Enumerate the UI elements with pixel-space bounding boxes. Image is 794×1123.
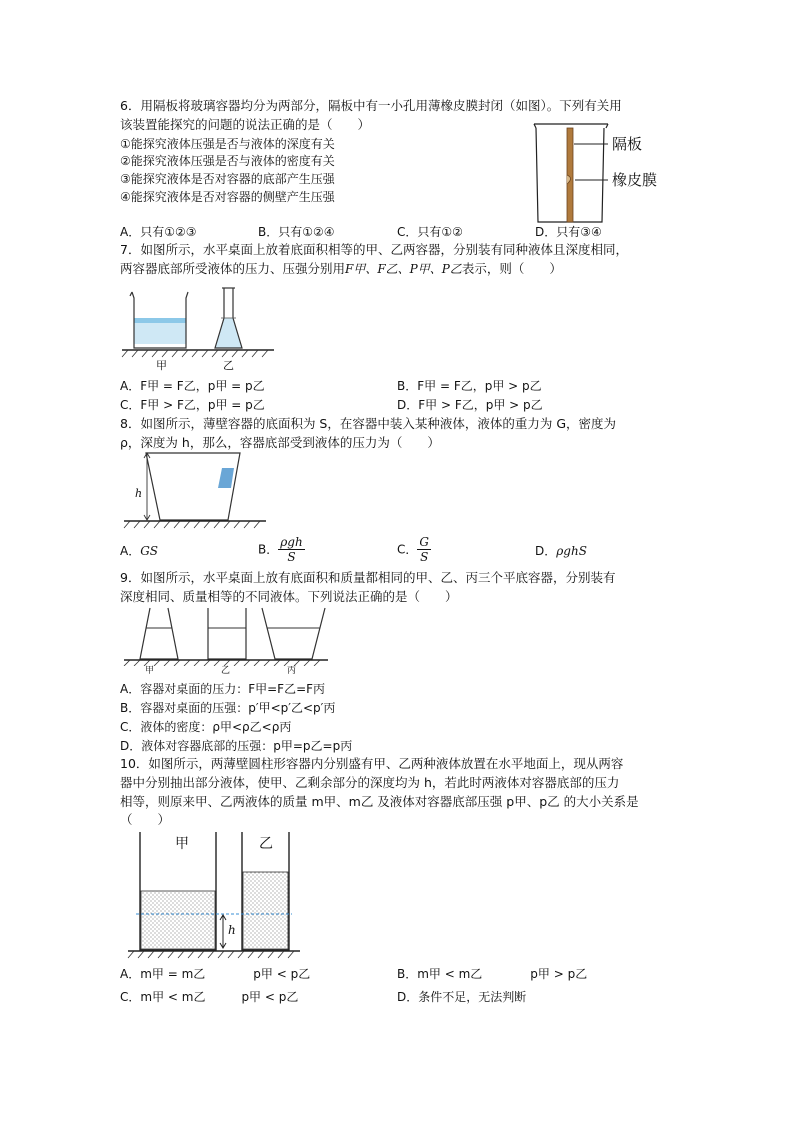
ground-hatching [124,521,260,528]
option-value: ρghS [556,544,587,558]
label-bing: 丙 [287,666,297,676]
q9-option-a[interactable]: A．容器对桌面的压力：F甲=F乙=F丙 [120,682,326,696]
flask-yi [215,288,242,348]
option-letter: C． [397,542,418,557]
q10-stem-line1: 10．如图所示，两薄壁圆柱形容器内分别盛有甲、乙两种液体放置在水平地面上，现从两容 [120,756,624,771]
q7-option-a[interactable]: A．F甲 = F乙，p甲 = p乙 [120,379,265,393]
q8-option-c[interactable] [397,535,431,564]
q10-option-b[interactable]: B．m甲 < m乙 p甲 > p乙 [397,967,588,981]
q10-stem-line2: 器中分别抽出部分液体，使甲、乙剩余部分的深度均为 h，若此时两液体对容器底部的压力 [120,775,620,790]
q8-trapezoid-container-figure [120,450,270,532]
q7-option-c[interactable]: C．F甲 > F乙，p甲 = p乙 [120,398,265,412]
q10-two-cylinders-figure [124,830,304,965]
q7-stem-line1: 7．如图所示，水平桌面上放着底面积相等的甲、乙两容器，分别装有同种液体且深度相同， [120,242,628,257]
q10-stem-line4: （ ） [120,812,171,827]
option-letter: A． [120,544,141,558]
fraction [278,535,304,564]
option-letter: D． [535,544,557,558]
denominator: S [287,550,296,564]
q7-beaker-flask-figure [118,278,278,358]
q8-stem-line1: 8．如图所示，薄壁容器的底面积为 S，在容器中装入某种液体，液体的重力为 G，密度为 [120,416,617,431]
q10-option-a[interactable]: A．m甲 = m乙 p甲 < p乙 [120,967,311,981]
label-yi: 乙 [259,836,273,852]
q8-stem-line2: ρ，深度为 h，那么，容器底部受到液体的压力为（ ） [120,435,440,450]
liquid-yi [243,872,288,949]
label-jia: 甲 [156,359,167,372]
q6-item: ②能探究液体压强是否与液体的密度有关 [120,154,335,168]
label-yi: 乙 [223,359,234,372]
q6-item: ③能探究液体是否对容器的底部产生压强 [120,172,335,186]
label-h: h [228,923,236,937]
option-letter: B． [258,542,279,557]
q7-option-b[interactable]: B．F甲 = F乙，p甲 > p乙 [397,379,542,393]
label-jia: 甲 [175,836,189,852]
q6-option-d[interactable]: D．只有③④ [535,225,602,239]
q6-stem-line2: 该装置能探究的问题的说法正确的是（ ） [120,117,371,132]
q8-option-d[interactable] [535,543,587,559]
q9-stem-line1: 9．如图所示，水平桌面上放有底面积和质量都相同的甲、乙、丙三个平底容器，分别装有 [120,570,616,585]
q8-option-b[interactable] [258,535,305,564]
beaker-jia [130,292,188,348]
q9-option-d[interactable]: D．液体对容器底部的压强：p甲=p乙=p丙 [120,739,353,753]
option-value: GS [140,544,159,558]
q9-stem-line2: 深度相同、质量相等的不同液体。下列说法正确的是（ ） [120,589,458,604]
q8-option-a[interactable] [120,543,158,559]
ground-hatching [122,350,268,357]
label-partition: 隔板 [612,135,643,153]
q10-option-d[interactable]: D．条件不足，无法判断 [397,990,527,1004]
liquid-surface-mark [218,468,234,488]
numerator: G [419,535,429,549]
q10-stem-line3: 相等，则原来甲、乙两液体的质量 m甲、m乙 及液体对容器底部压强 p甲、p乙 的大小关系是 [120,794,639,809]
q6-stem-line1: 6．用隔板将玻璃容器均分为两部分，隔板中有一小孔用薄橡皮膜封闭（如图）。下列有关用 [120,98,622,113]
q6-item: ④能探究液体是否对容器的侧壁产生压强 [120,190,335,204]
label-membrane: 橡皮膜 [612,171,658,189]
fraction [417,535,431,564]
q6-option-c[interactable]: C．只有①② [397,225,463,239]
container-yi [208,608,246,659]
q7-option-d[interactable]: D．F甲 > F乙，p甲 > p乙 [397,398,543,412]
q9-option-b[interactable]: B．容器对桌面的压强：p′甲<p′乙<p′丙 [120,701,336,715]
q7-stem-end: 表示，则（ ） [461,261,562,276]
container-jia [140,608,178,659]
q6-option-b[interactable]: B．只有①②④ [258,225,335,239]
q9-three-containers-figure [120,604,330,666]
q6-partition-container-figure [528,118,688,230]
q7-stem-line2 [120,261,562,277]
ground-hatching [128,951,294,958]
label-h: h [135,487,143,500]
label-jia: 甲 [145,666,155,676]
q9-option-c[interactable]: C．液体的密度：ρ甲<ρ乙<ρ丙 [120,720,292,734]
label-yi: 乙 [221,666,231,676]
numerator: ρgh [280,535,303,549]
denominator: S [420,550,429,564]
q6-option-a[interactable]: A．只有①②③ [120,225,197,239]
container-bing [262,608,325,659]
q10-option-c[interactable]: C．m甲 < m乙 p甲 < p乙 [120,990,299,1004]
q6-item: ①能探究液体压强是否与液体的深度有关 [120,137,335,151]
liquid-jia [141,891,215,949]
q7-symbols: F甲、F乙、P甲、P乙 [345,262,462,276]
q7-stem-text: 两容器底部所受液体的压力、压强分别用 [120,261,346,276]
